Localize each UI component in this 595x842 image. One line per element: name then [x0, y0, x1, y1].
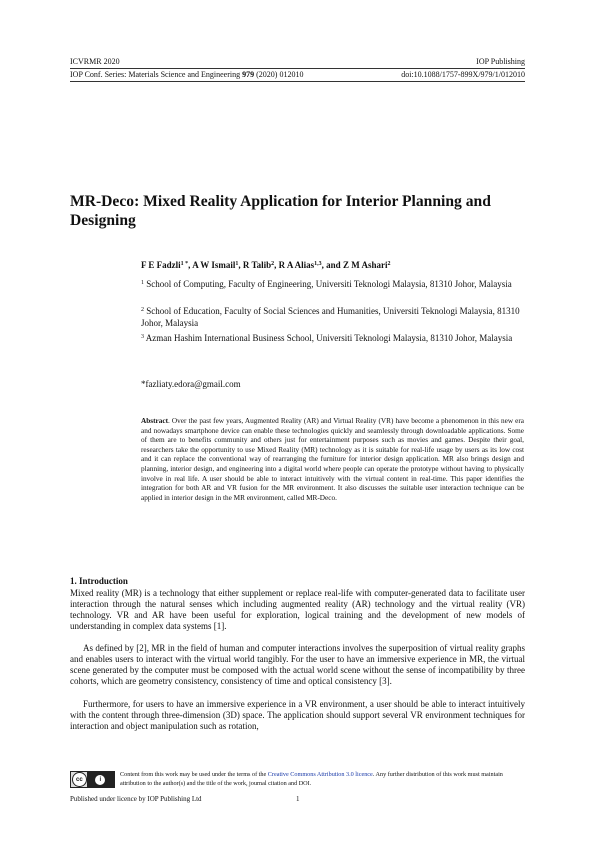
header-rule-top	[70, 68, 525, 69]
license-text: Content from this work may be used under the terms of the Creative Commons Attribution 3.0 licence. Any further distribution of this work must maintain attribution to the author(s) and the title of the work, journal citation and DOI.	[120, 771, 503, 787]
affiliation: $^2$ School of Education, Faculty of Social Sciences and Humanities, Universiti Teknologi Malaysia, 81310 Johor, Malaysia	[141, 306, 520, 328]
author: A W Ismail	[192, 260, 236, 270]
publisher-footer: Published under licence by IOP Publishing Ltd	[70, 795, 202, 803]
contact-email[interactable]: *fazliaty.edora@gmail.com	[141, 379, 241, 389]
abstract-text: . Over the past few years, Augmented Reality (AR) and Virtual Reality (VR) have become a phenomenon in this new era and nowadays smartphone device can enable these technologies quickly and seamlessly through downloadable applications. Some of them are to benefits community and others just for entertainment purposes such as movies and games. Despite their goal, researchers take the opportunity to use Mixed Reality (MR) technology as it is suitable for real-life usage by users as its low cost and it can replace the conventional way of rearranging the furniture for interior design application. MR also brings design and planning, interior design, and engineering into a digital world where people can operate the prototype without having to physically involve in real life. A user should be able to interact intuitively with the virtual content in real-time. This paper identifies the integration for both AR and VR fusion for the MR environment. It also discusses the suitable user interaction technique can be applied in interior design in the MR environment, called MR-Deco.	[141, 417, 524, 502]
section-heading: 1. Introduction	[70, 576, 128, 586]
author-list: F E Fadzli$^{1 *}$, A W Ismail$^1$, R Talib$^2$, R A Alias$^{1,3}$, and Z M Ashari$^2$	[141, 260, 391, 270]
author: R A Alias	[278, 260, 315, 270]
paragraph: As defined by [2], MR in the field of human and computer interactions involves the superposition of virtual reality graphs and enables users to interact with the virtual world tangibly. For the user to have an immersive experience in MR, the virtual scene generated by the computer must be composed with the actual world scene without the sense of incompatibility by three cohorts, which are geometry consistency, consistency of time and optical consistency [3].	[70, 643, 525, 687]
series-suffix: (2020) 012010	[254, 70, 304, 79]
paragraph: Mixed reality (MR) is a technology that either supplement or replace real-life with computer-generated data to facilitate user interaction through the natural senses which including augmented reality (AR) technology and the virtual reality (VR) technology. VR and AR have been useful for exploration, logical training and the development of new models of understanding in complex data systems [1].	[70, 588, 525, 632]
conference-name: ICVRMR 2020	[70, 57, 120, 66]
author: F E Fadzli	[141, 260, 181, 270]
license-link[interactable]: Creative Commons Attribution 3.0 licence	[267, 771, 373, 778]
cc-by-license-icon[interactable]	[70, 771, 115, 788]
series-line	[70, 70, 303, 80]
author: Z M Ashari	[342, 260, 388, 270]
affiliation: $^1$ School of Computing, Faculty of Engineering, Universiti Teknologi Malaysia, 81310 Johor, Malaysia	[141, 279, 512, 289]
page-number: 1	[296, 795, 300, 803]
doi[interactable]: doi:10.1088/1757-899X/979/1/012010	[401, 70, 525, 79]
affiliation: $^3$ Azman Hashim International Business School, Universiti Teknologi Malaysia, 81310 Johor, Malaysia	[141, 333, 513, 343]
abstract	[141, 417, 524, 503]
header-rule-bottom	[70, 81, 525, 82]
volume: 979	[242, 70, 255, 79]
paper-title: MR-Deco: Mixed Reality Application for Interior Planning and Designing	[70, 193, 491, 229]
paragraph: Furthermore, for users to have an immersive experience in a VR environment, a user should be able to interact intuitively with the content through three-dimension (3D) space. The application should support several VR environment techniques for interaction and object manipulation such as rotation,	[70, 699, 525, 732]
series-prefix: IOP Conf. Series: Materials Science and Engineering	[70, 70, 243, 79]
publisher-name: IOP Publishing	[476, 57, 525, 66]
by-icon: i	[87, 772, 114, 787]
cc-icon: cc	[72, 772, 87, 787]
author: R Talib	[242, 260, 272, 270]
abstract-label: Abstract	[141, 417, 168, 425]
